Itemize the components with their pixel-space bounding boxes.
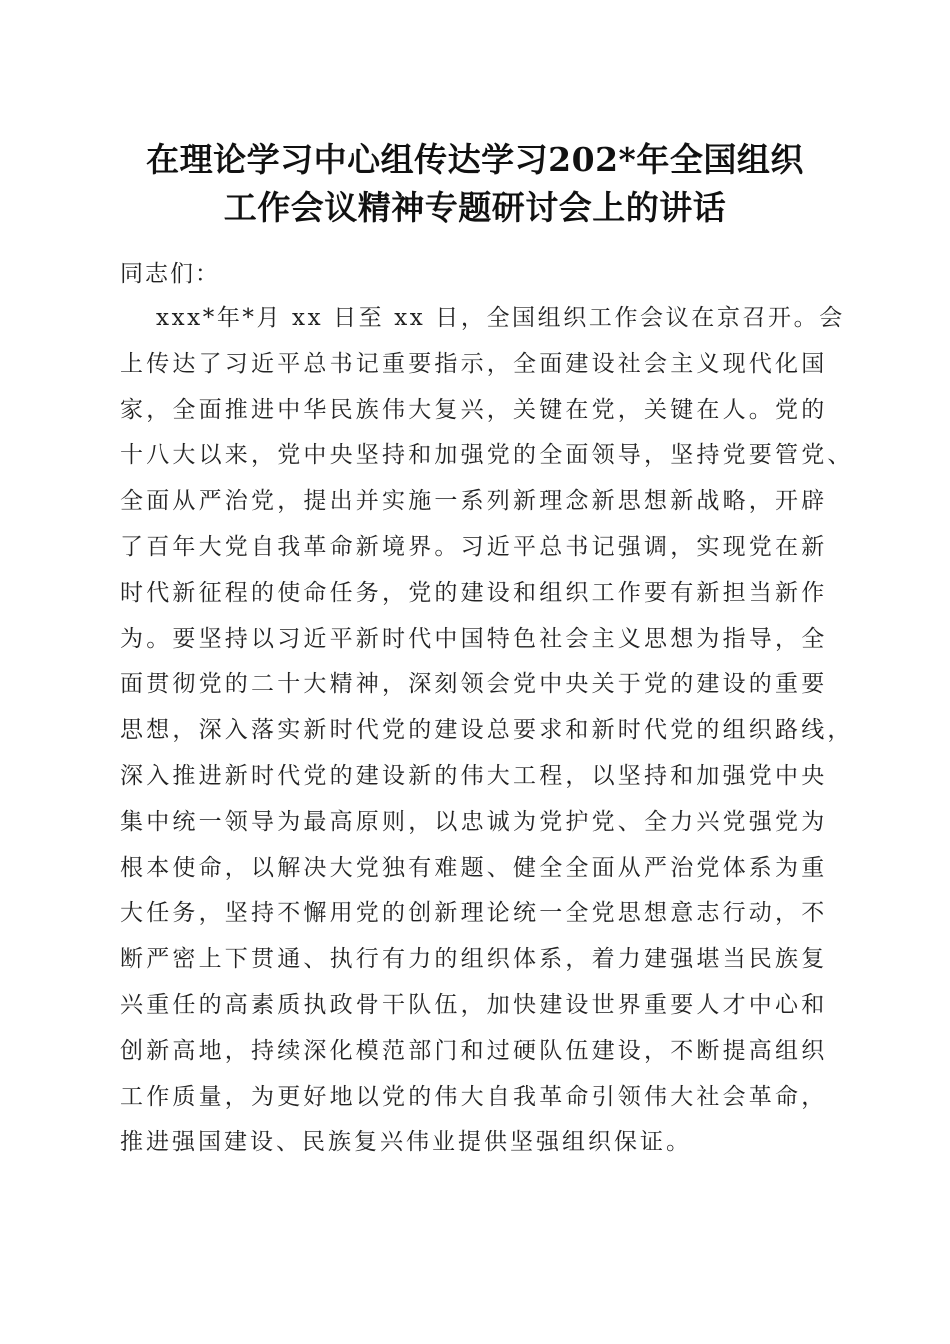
document-title xyxy=(100,136,850,232)
salutation: 同志们： xyxy=(120,261,220,287)
paragraph-line: 时代新征程的使命任务，党的建设和组织工作要有新担当新作 xyxy=(120,579,828,606)
paragraph-line: 全面从严治党，提出并实施一系列新理念新思想新战略，开辟 xyxy=(120,488,828,515)
paragraph-line: 十八大以来，党中央坚持和加强党的全面领导，坚持党要管党、 xyxy=(120,442,854,469)
paragraph-line: 深入推进新时代党的建设新的伟大工程，以坚持和加强党中央 xyxy=(120,762,828,789)
paragraph-line: 工作质量，为更好地以党的伟大自我革命引领伟大社会革命， xyxy=(120,1083,828,1110)
paragraph-line: 断严密上下贯通、执行有力的组织体系，着力建强堪当民族复 xyxy=(120,946,828,973)
paragraph-line: 为。要坚持以习近平新时代中国特色社会主义思想为指导，全 xyxy=(120,625,828,652)
paragraph-line: 推进强国建设、民族复兴伟业提供坚强组织保证。 xyxy=(120,1129,692,1156)
paragraph-line: 面贯彻党的二十大精神，深刻领会党中央关于党的建设的重要 xyxy=(120,671,828,698)
document-body xyxy=(120,252,854,1166)
paragraph-line: 创新高地，持续深化模范部门和过硬队伍建设，不断提高组织 xyxy=(120,1037,828,1064)
title-line-1: 在理论学习中心组传达学习202*年全国组织 xyxy=(146,140,804,179)
paragraph-line: 家，全面推进中华民族伟大复兴，关键在党，关键在人。党的 xyxy=(120,396,828,423)
paragraph-line: 集中统一领导为最高原则，以忠诚为党护党、全力兴党强党为 xyxy=(120,808,828,835)
speech-paragraph xyxy=(120,296,854,1166)
paragraph-line: xxx*年*月 xx 日至 xx 日，全国组织工作会议在京召开。会 xyxy=(156,305,845,331)
paragraph-line: 上传达了习近平总书记重要指示，全面建设社会主义现代化国 xyxy=(120,350,828,377)
paragraph-line: 根本使命，以解决大党独有难题、健全全面从严治党体系为重 xyxy=(120,854,828,881)
paragraph-line: 思想，深入落实新时代党的建设总要求和新时代党的组织路线， xyxy=(120,717,854,744)
title-line-2: 工作会议精神专题研讨会上的讲话 xyxy=(223,188,727,227)
paragraph-line: 兴重任的高素质执政骨干队伍，加快建设世界重要人才中心和 xyxy=(120,991,828,1018)
paragraph-line: 了百年大党自我革命新境界。习近平总书记强调，实现党在新 xyxy=(120,533,828,560)
paragraph-line: 大任务，坚持不懈用党的创新理论统一全党思想意志行动，不 xyxy=(120,900,828,927)
